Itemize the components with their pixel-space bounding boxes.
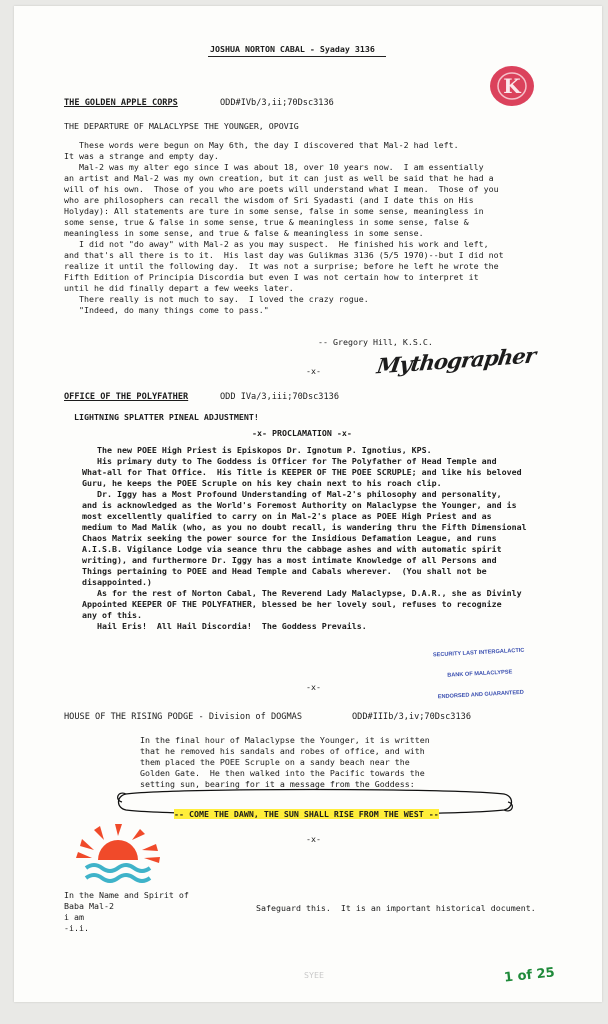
text-line: Hail Eris! All Hail Discordia! The Goddess Prevails. [82,621,367,631]
text-line: Things pertaining to POEE and Head Temple and Cabals wherever. (You shall not be [82,566,487,576]
section3-body [140,735,430,790]
divider: -x- [306,834,321,844]
text-line: any of this. [82,610,142,620]
stamp-line: BANK OF MALACLYPSE [447,669,513,679]
text-line: will of his own. Those of you who are poets will understand what I mean. Those of you [64,184,499,194]
section2-code: ODD IVa/3,iii;70Dsc3136 [220,392,339,402]
text-line: Mal-2 was my alter ego since I was about 18, over 10 years now. I am essentially [64,162,484,172]
text-line: i am [64,912,84,922]
bank-stamp [432,634,527,716]
section1-org: THE GOLDEN APPLE CORPS [64,98,178,108]
text-line: "Indeed, do many things come to pass." [64,305,269,315]
section1-body [64,140,504,316]
section3-org: HOUSE OF THE RISING PODGE - Division of DOGMAS [64,712,302,722]
stamp-line: ENDORSED AND GUARANTEED [437,689,525,701]
text-line: Baba Mal-2 [64,901,114,911]
text-line: Guru, he keeps the POEE Scruple on his key chain next to his roach clip. [82,478,442,488]
text-line: Appointed KEEPER OF THE POLYFATHER, blessed be her lovely soul, refuses to recognize [82,599,502,609]
text-line: an artist and Mal-2 was my own creation, but it can just as well be said that he had a [64,173,494,183]
text-line: The new POEE High Priest is Episkopos Dr. Ignotum P. Ignotius, KPS. [82,445,432,455]
faint-mark: SYEE [304,970,324,980]
section1-title: THE DEPARTURE OF MALACLYPSE THE YOUNGER, OPOVIG [64,121,299,131]
page-header: JOSHUA NORTON CABAL - Syaday 3136 [210,44,375,54]
text-line: Holyday): All statements are ture in some sense, false in some sense, meaningless in [64,206,484,216]
text-line: There really is not much to say. I loved the crazy rogue. [64,294,369,304]
document-page [14,6,602,1002]
text-line: -i.i. [64,923,89,933]
seal-letter: K [503,74,521,98]
stamp-line: SECURITY LAST INTERGALACTIC [432,647,525,659]
section3-code: ODD#IIIb/3,iv;70Dsc3136 [352,712,471,722]
text-line: Dr. Iggy has a Most Profound Understanding of Mal-2's philosophy and personality, [82,489,502,499]
section2-body [82,445,527,632]
text-line: realize it until the following day. It was not a surprise; before he left he wrote the [64,261,499,271]
text-line: Chaos Matrix seeking the power source for the Insidious Defamation League, and runs [82,533,497,543]
text-line: and that's all there is to it. His last day was Gulikmas 3136 (5/5 1970)--but I did not [64,250,504,260]
text-line: that he removed his sandals and robes of office, and with [140,746,425,756]
text-line: writing), and furthermore Dr. Iggy has a most intimate Knowledge of all Persons and [82,555,497,565]
section2-org: OFFICE OF THE POLYFATHER [64,392,189,402]
text-line: and is acknowledged as the World's Foremost Authority on Malaclypse the Younger, and is [82,500,517,510]
text-line: A.I.S.B. Vigilance Lodge via seance thru the cabbage ashes and with automatic spirit [82,544,502,554]
text-line: until he did finally depart a few weeks later. [64,283,294,293]
text-line: I did not "do away" with Mal-2 as you may suspect. He finished his work and left, [64,239,489,249]
safeguard-note: Safeguard this. It is an important historical document. [256,903,536,913]
text-line: setting sun, bearing for it a message from the Goddess: [140,779,415,789]
text-line: In the Name and Spirit of [64,890,189,900]
text-line: meaningless in some sense, and true & false & meaningless in some sense. [64,228,424,238]
text-line: disappointed.) [82,577,152,587]
page-number-mark: 1 of 25 [503,965,556,986]
text-line: Golden Gate. He then walked into the Pacific towards the [140,768,425,778]
header-underline [208,56,386,57]
k-seal-icon [486,62,538,110]
divider: -x- [306,682,321,692]
divider: -x- [306,366,321,376]
section2-title: LIGHTNING SPLATTER PINEAL ADJUSTMENT! [74,412,259,422]
section1-code: ODD#IVb/3,ii;70Dsc3136 [220,98,334,108]
text-line: His primary duty to The Goddess is Officer for The Polyfather of Head Temple and [82,456,497,466]
text-line: medium to Mad Malik (who, as you no doubt recall, is wandering thru the Fifth Dimensional [82,522,527,532]
rising-sun-waves-icon [74,824,166,890]
text-line: These words were begun on May 6th, the day I discovered that Mal-2 had left. [64,140,459,150]
text-line: It was a strange and empty day. [64,151,219,161]
text-line: What-all for That Office. His Title is KEEPER OF THE POEE SCRUPLE; and like his beloved [82,467,522,477]
closing-block [64,890,189,934]
text-line: who are philosophers can recall the wisdom of Sri Syadasti (and I date this on His [64,195,474,205]
proclamation-heading: -x- PROCLAMATION -x- [252,428,352,438]
text-line: Fifth Edition of Principia Discordia but even I was not certain how to interpret it [64,272,479,282]
mythographer-signature: Mythographer [375,342,537,379]
text-line: some sense, true & false in some sense, true & meaningless in some sense, false & [64,217,469,227]
text-line: In the final hour of Malaclypse the Younger, it is written [140,735,430,745]
signoff: -- Gregory Hill, K.S.C. [318,337,433,347]
dawn-banner-text: -- COME THE DAWN, THE SUN SHALL RISE FROM THE WEST -- [173,809,439,819]
text-line: them placed the POEE Scruple on a sandy beach near the [140,757,410,767]
text-line: As for the rest of Norton Cabal, The Reverend Lady Malaclypse, D.A.R., she as Divinly [82,588,522,598]
text-line: most excellently qualified to carry on in Mal-2's place as POEE High Priest and as [82,511,492,521]
